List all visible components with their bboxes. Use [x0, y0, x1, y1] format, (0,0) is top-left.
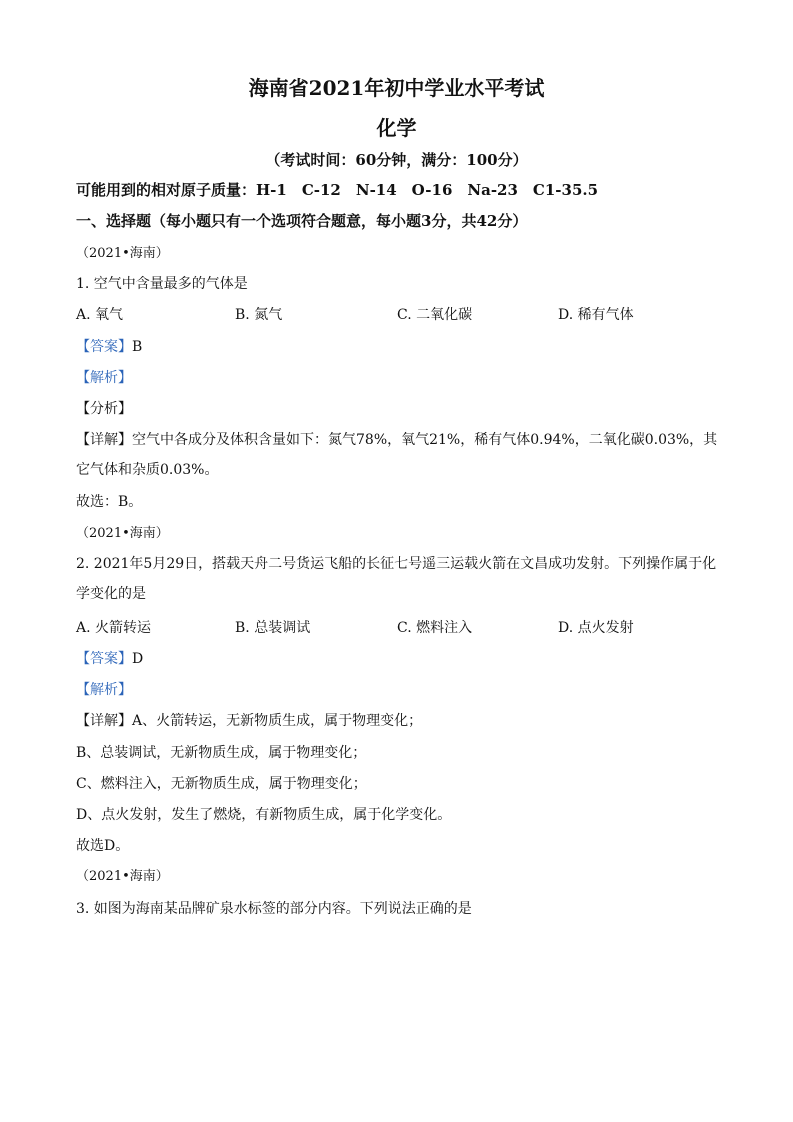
q1-answer-value: B	[132, 339, 143, 355]
section-heading: 一、选择题（每小题只有一个选项符合题意，每小题3分，共42分）	[76, 212, 528, 230]
atomic-mass-line: 可能用到的相对原子质量：H-1 C-12 N-14 O-16 Na-23 C1-35.5	[76, 181, 599, 199]
q1-answer-label: 【答案】	[76, 339, 132, 355]
q2-option-a: A. 火箭转运	[76, 620, 152, 636]
q2-answer-value: D	[132, 651, 144, 667]
q2-option-b: B. 总装调试	[235, 620, 311, 636]
q1-option-c: C. 二氧化碳	[397, 307, 473, 323]
q1-question: 1. 空气中含量最多的气体是	[76, 276, 248, 292]
q1-detail: 【详解】空气中各成分及体积含量如下：氮气78%，氧气21%，稀有气体0.94%，二氧化碳0.03%，其它气体和杂质0.03%。	[76, 432, 718, 478]
subject-title: 化学	[376, 116, 417, 140]
q2-option-d: D. 点火发射	[558, 620, 634, 636]
q2-option-c: C. 燃料注入	[397, 620, 473, 636]
q2-source: （2021•海南）	[76, 526, 169, 541]
q1-option-a: A. 氧气	[76, 307, 124, 323]
q2-detail-d: D、点火发射，发生了燃烧，有新物质生成，属于化学变化。	[76, 807, 452, 823]
exam-time-info: （考试时间：60分钟，满分：100分）	[265, 151, 528, 169]
q1-option-b: B. 氮气	[235, 307, 283, 323]
q3-source: （2021•海南）	[76, 869, 169, 884]
q1-source: （2021•海南）	[76, 246, 169, 261]
q1-conclusion: 故选：B。	[76, 494, 143, 510]
q2-answer-label: 【答案】	[76, 651, 132, 667]
q3-question: 3. 如图为海南某品牌矿泉水标签的部分内容。下列说法正确的是	[76, 901, 472, 917]
exam-title: 海南省2021年初中学业水平考试	[248, 76, 545, 100]
q2-detail-b: B、总装调试，无新物质生成，属于物理变化；	[76, 745, 367, 761]
q1-analysis-label: 【解析】	[76, 370, 132, 386]
q2-question: 2. 2021年5月29日，搭载天舟二号货运飞船的长征七号遥三运载火箭在文昌成功发射。下列操作属于化学变化的是	[76, 556, 717, 602]
q2-conclusion: 故选D。	[76, 838, 130, 854]
q2-analysis-label: 【解析】	[76, 682, 132, 698]
q1-answer	[76, 337, 142, 357]
q2-detail-c: C、燃料注入，无新物质生成，属于物理变化；	[76, 776, 367, 792]
q2-detail-a: 【详解】A、火箭转运，无新物质生成，属于物理变化；	[76, 713, 423, 729]
q2-answer	[76, 649, 143, 669]
q1-option-d: D. 稀有气体	[558, 307, 634, 323]
q1-fenxi-label: 【分析】	[76, 401, 132, 417]
